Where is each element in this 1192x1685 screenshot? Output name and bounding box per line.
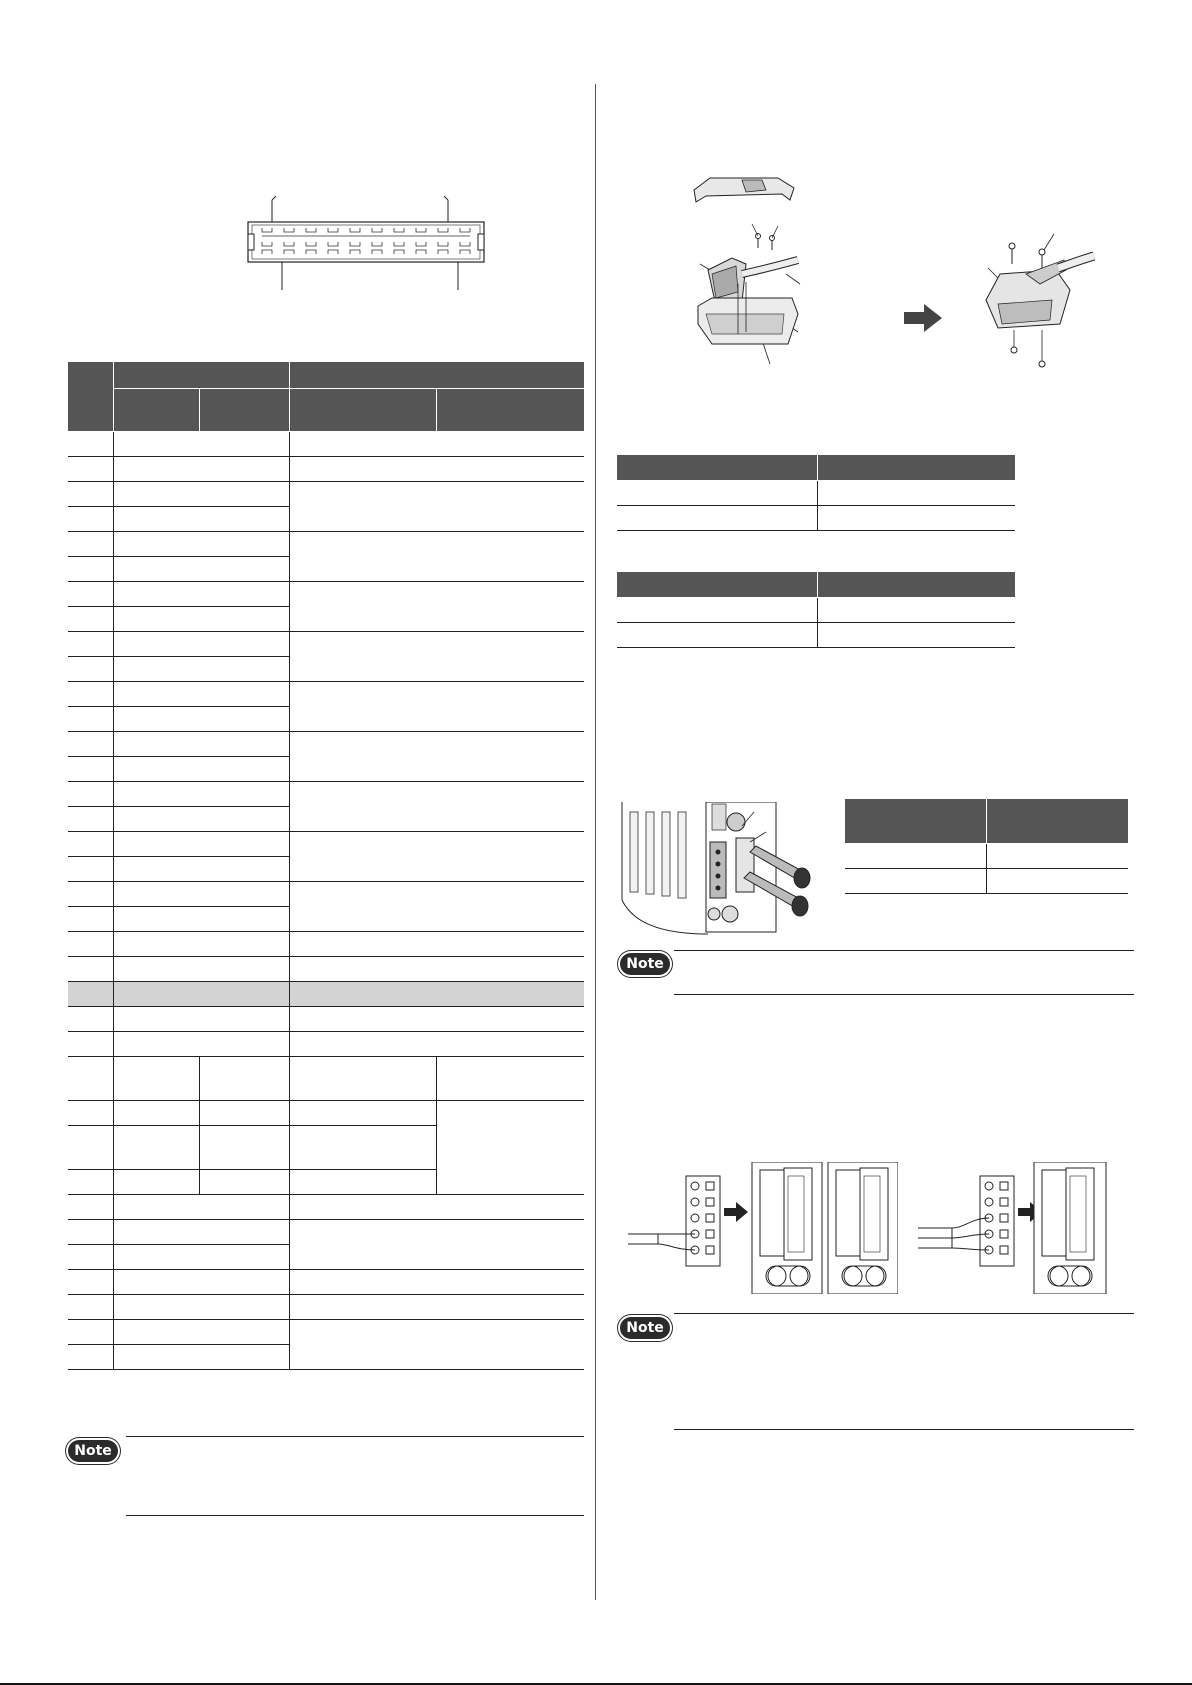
table-header-row [617,455,1015,480]
table-row [617,622,1015,647]
table-row [68,631,584,656]
table-row [68,956,584,981]
connector-assembly-figure [686,174,1096,384]
table-row [617,597,1015,622]
table-header-row [68,362,584,388]
table-row [68,431,584,456]
table-row [68,931,584,956]
table-header-row [68,388,584,431]
table-row [68,731,584,756]
note-top-rule [674,1313,1134,1314]
table-row [68,1100,584,1125]
table-row [68,456,584,481]
table-row [68,781,584,806]
table-row [617,480,1015,505]
table-row [68,681,584,706]
table-row [68,1269,584,1294]
power-wiring-figure-three-phase [918,1162,1108,1294]
table-row [68,1294,584,1319]
table-header-row [617,572,1015,597]
table-row-shaded [68,981,584,1006]
table-row [68,1031,584,1056]
note-badge: Note [68,1440,118,1462]
table-row [68,831,584,856]
note-bottom-rule [674,994,1134,995]
note-bottom-rule [126,1515,584,1516]
column-divider [595,84,596,1600]
note-badge: Note [620,1317,670,1339]
table-row [617,505,1015,530]
note-bottom-rule [674,1429,1134,1430]
table-row [845,843,1128,868]
pin-assignment-table [68,362,584,1370]
cable-table-1 [617,455,1015,531]
power-wiring-figure-single-phase [628,1162,898,1294]
table-row [68,1319,584,1344]
table-row [68,531,584,556]
driver-connection-figure [618,802,818,938]
note-top-rule [674,950,1134,951]
table-row [68,1056,584,1100]
connector-pinout-figure [236,196,496,292]
table-header-row [845,799,1128,843]
table-row [68,581,584,606]
table-row [68,881,584,906]
cable-table-2 [617,572,1015,648]
table-row [68,1194,584,1219]
table-row [68,1006,584,1031]
table-row [845,868,1128,893]
grounding-table [845,799,1128,894]
note-top-rule [126,1436,584,1437]
note-badge: Note [620,953,670,975]
table-row [68,1219,584,1244]
table-row [68,481,584,506]
